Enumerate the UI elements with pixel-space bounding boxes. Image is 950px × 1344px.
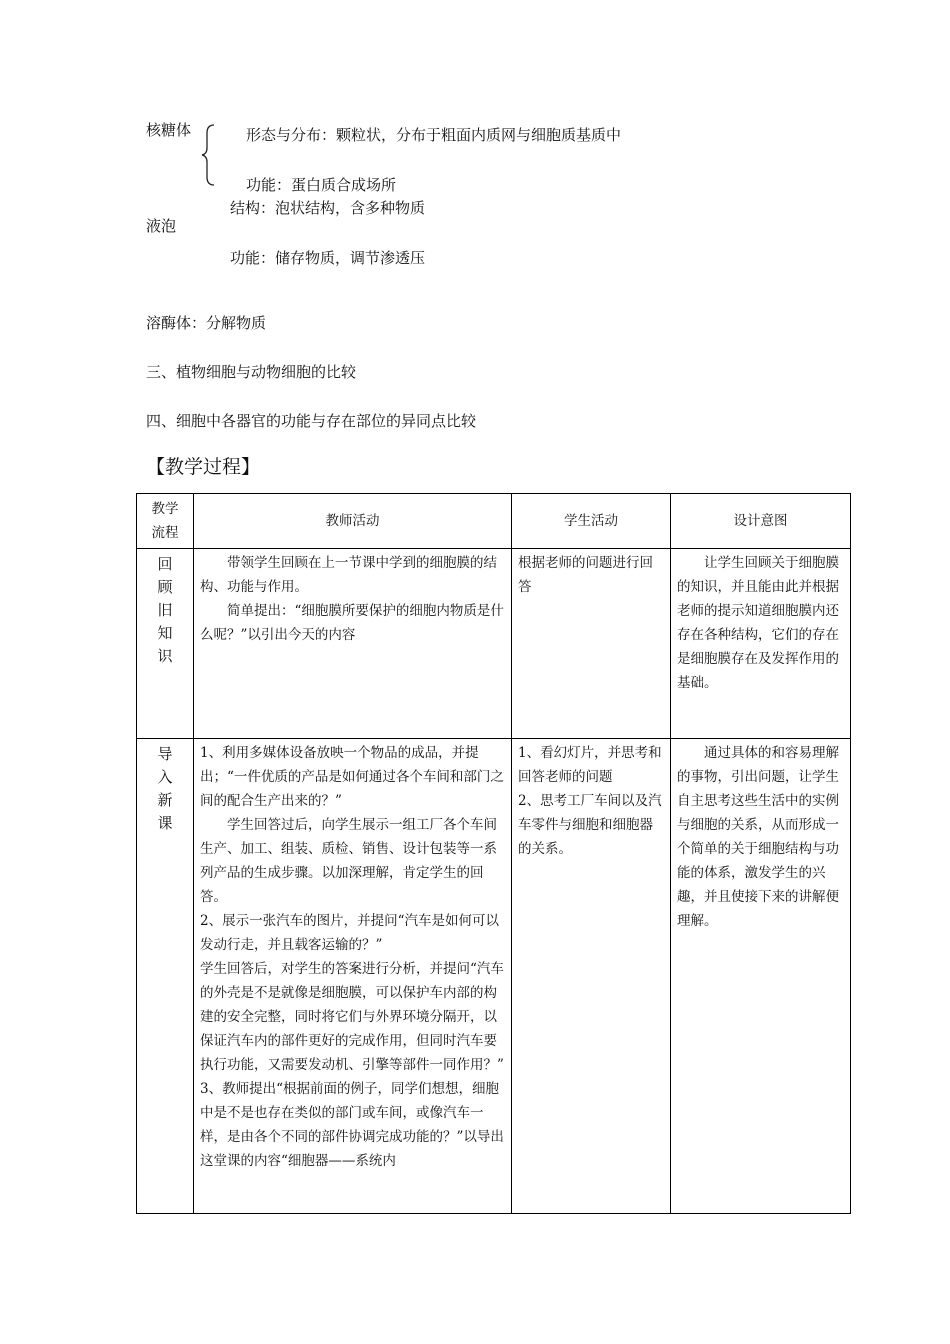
vacuole-function: 功能：储存物质，调节渗透压 [230, 249, 426, 267]
header-design: 设计意图 [671, 494, 851, 549]
table-row [137, 549, 851, 739]
header-flow: 教学流程 [137, 494, 194, 549]
table-row [137, 739, 851, 1214]
header-teacher: 教师活动 [194, 494, 512, 549]
ribosome-form: 形态与分布：颗粒状，分布于粗面内质网与细胞质基质中 [246, 126, 622, 144]
curly-brace-icon [198, 123, 222, 187]
student-activity: 根据老师的问题进行回答 [512, 549, 671, 739]
ribosome-label: 核糖体 [146, 121, 192, 139]
header-student: 学生活动 [512, 494, 671, 549]
step-intro: 导 入 新 课 [137, 739, 194, 1214]
teacher-activity: 1、利用多媒体设备放映一个物品的成品，并提出；“一件优质的产品是如何通过各个车间和部门之间的配合生产出来的？” 学生回答过后，向学生展示一组工厂各个车间生产、加工、组装、质检、销售、设计包装等一系列产品的生成步骤。以加深理解，肯定学生的回答。 2、展示一张汽车的图片，并提问“汽车是如何可以发动行走，并且载客运输的？” 学生回答后，对学生的答案进行分析，并提问“汽车的外壳是不是就像是细胞膜，可以保护车内部的构建的安全完整，同时将它们与外界环境分隔开，以保证汽车内的部件更好的完成作用，但同时汽车要执行功能，又需要发动机、引擎等部件一同作用？” 3、教师提出“根据前面的例子，同学们想想，细胞中是不是也存在类似的部门或车间，或像汽车一样，是由各个不同的部件协调完成功能的？”以导出这堂课的内容“细胞器——系统内 [194, 739, 512, 1214]
lysosome-line: 溶酶体：分解物质 [146, 314, 267, 332]
teacher-activity: 带领学生回顾在上一节课中学到的细胞膜的结构、功能与作用。 简单提出：“细胞膜所要保护的细胞内物质是什么呢？”以引出今天的内容 [194, 549, 512, 739]
vacuole-label: 液泡 [146, 217, 177, 235]
design-intent: 通过具体的和容易理解的事物，引出问题，让学生自主思考这些生活中的实例与细胞的关系，从而形成一个简单的关于细胞结构与功能的体系，激发学生的兴趣，并且使接下来的讲解便理解。 [671, 739, 851, 1214]
section-4: 四、细胞中各器官的功能与存在部位的异同点比较 [146, 412, 477, 430]
ribosome-function: 功能：蛋白质合成场所 [246, 176, 397, 194]
step-review: 回 顾 旧 知 识 [137, 549, 194, 739]
design-intent: 让学生回顾关于细胞膜的知识，并且能由此并根据老师的提示知道细胞膜内还存在各种结构，它们的存在是细胞膜存在及发挥作用的基础。 [671, 549, 851, 739]
vacuole-structure: 结构：泡状结构，含多种物质 [230, 199, 426, 217]
teaching-process-table [136, 493, 851, 1214]
section-3: 三、植物细胞与动物细胞的比较 [146, 363, 357, 381]
student-activity: 1、看幻灯片，并思考和回答老师的问题 2、思考工厂车间以及汽车零件与细胞和细胞器的关系。 [512, 739, 671, 1214]
table-header-row [137, 494, 851, 549]
teaching-process-heading: 【教学过程】 [146, 456, 261, 478]
